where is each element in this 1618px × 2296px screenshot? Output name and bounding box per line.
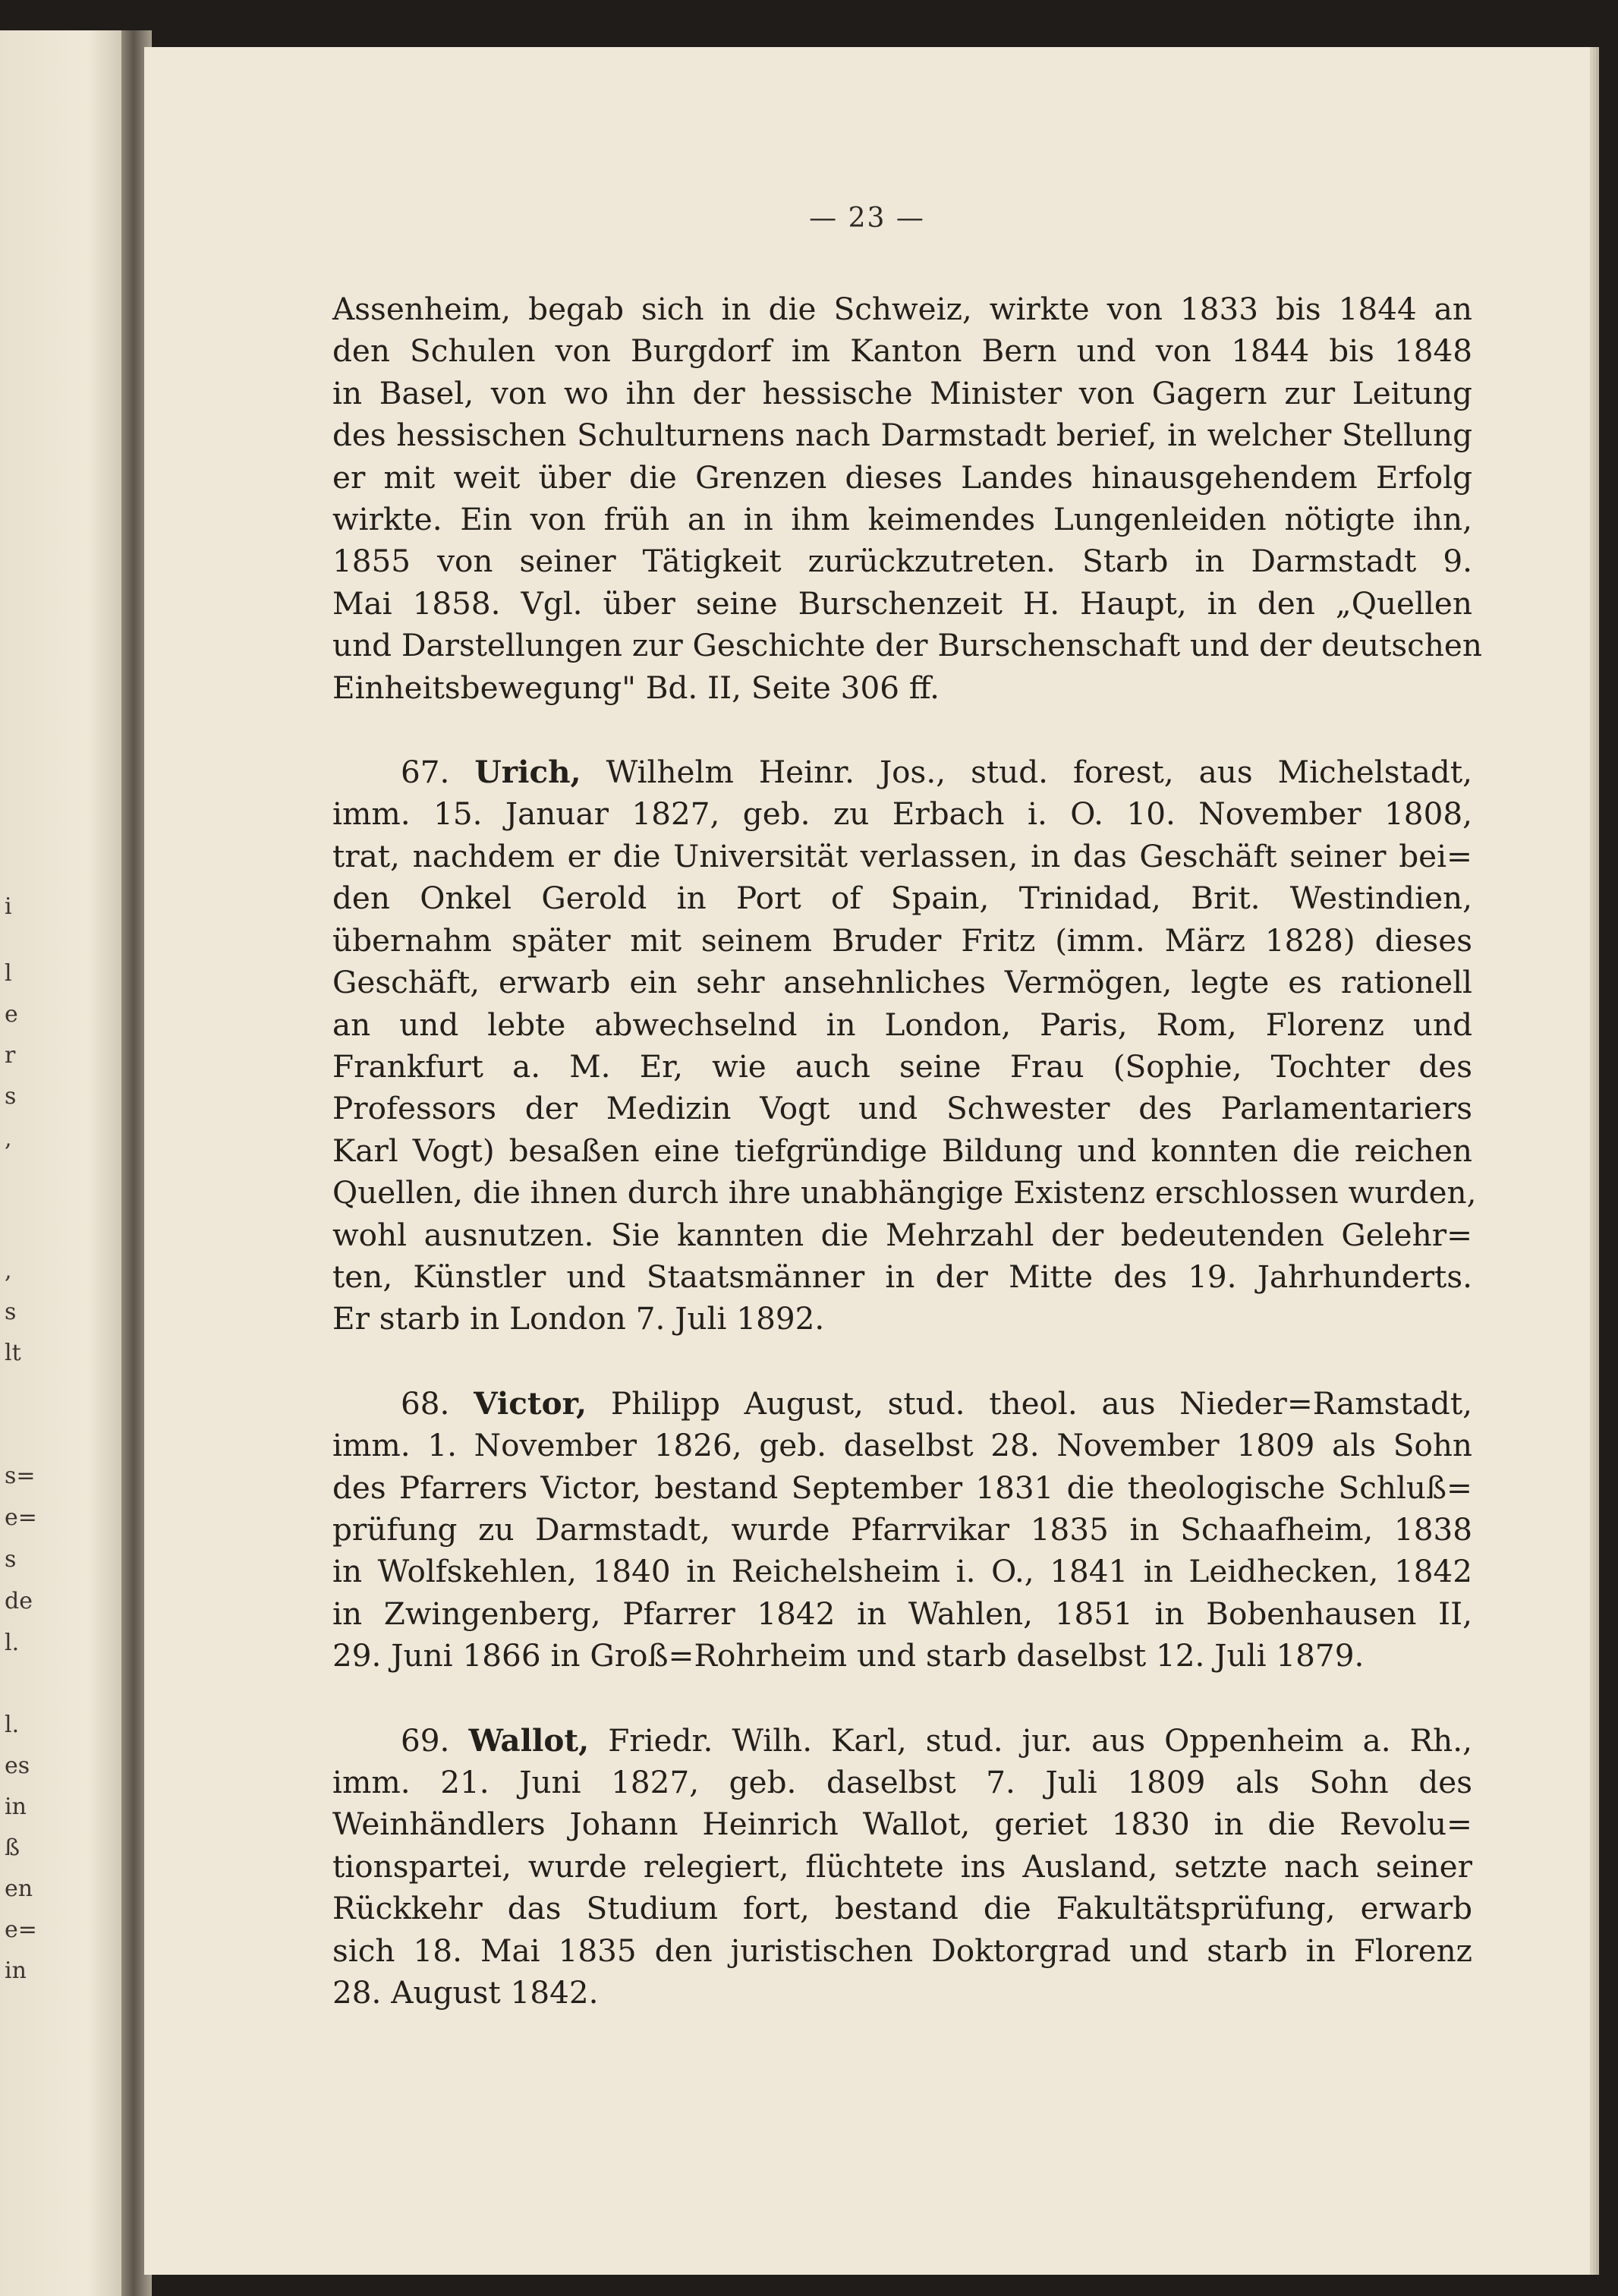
entry-name: Wallot, (468, 1721, 590, 1759)
text-line: in Basel, von wo ihn der hessische Minister von Gagern zur Leitung (332, 374, 1472, 411)
text-line: imm. 21. Juni 1827, geb. daselbst 7. Juli 1809 als Sohn des (332, 1764, 1472, 1800)
text-line: 1855 von seiner Tätigkeit zurückzutreten. Starb in Darmstadt 9. (332, 543, 1472, 580)
text-line: 28. August 1842. (332, 1974, 599, 2011)
text-line: an und lebte abwechselnd in London, Paris, Rom, Florenz und (332, 1006, 1472, 1043)
text-line: er mit weit über die Grenzen dieses Landes hinausgehendem Erfolg (332, 458, 1472, 496)
text-line: und Darstellungen zur Geschichte der Burschenschaft und der deutschen (332, 627, 1482, 664)
text-line: Er starb in London 7. Juli 1892. (332, 1300, 825, 1337)
text-line: imm. 1. November 1826, geb. daselbst 28. November 1809 als Sohn (332, 1427, 1472, 1464)
entry-heading-line (332, 1720, 1472, 1762)
margin-fragment: r (5, 1042, 16, 1069)
text-line: wirkte. Ein von früh an in ihm keimendes Lungenleiden nötigte ihn, (332, 501, 1472, 538)
entry-name: Urich, (474, 754, 581, 791)
text-line: Karl Vogt) besaßen eine tiefgründige Bildung und konnten die reichen (332, 1132, 1472, 1169)
entry-68 (332, 1383, 1472, 1677)
entry-heading-line (332, 751, 1472, 793)
text-line: Mai 1858. Vgl. über seine Burschenzeit H. Haupt, in den „Quellen (332, 584, 1472, 622)
text-line: 29. Juni 1866 in Groß=Rohrheim und starb daselbst 12. Juli 1879. (332, 1637, 1365, 1674)
margin-fragment: l. (5, 1712, 20, 1738)
margin-fragment: in (5, 1794, 27, 1820)
text-line: ten, Künstler und Staatsmänner in der Mitte des 19. Jahrhunderts. (332, 1258, 1472, 1295)
margin-fragment: i (5, 893, 12, 920)
text-line: übernahm später mit seinem Bruder Fritz (imm. März 1828) dieses (332, 921, 1472, 959)
text-line: prüfung zu Darmstadt, wurde Pfarrvikar 1835 in Schaafheim, 1838 (332, 1510, 1472, 1548)
text-line: des hessischen Schulturnens nach Darmstadt berief, in welcher Stellung (332, 417, 1472, 454)
margin-fragment: de (5, 1588, 33, 1614)
text-line: Weinhändlers Johann Heinrich Wallot, geriet 1830 in die Revolu= (332, 1806, 1472, 1843)
margin-fragment: s= (5, 1463, 36, 1489)
text-fragment: Friedr. Wilh. Karl, stud. jur. aus Oppenheim a. Rh., (608, 1721, 1473, 1759)
margin-fragment: e= (5, 1504, 37, 1531)
entry-number: 69. (401, 1721, 450, 1759)
margin-fragment: s (5, 1299, 17, 1325)
margin-fragment: lt (5, 1340, 21, 1366)
text-line: Rückkehr das Studium fort, bestand die Fakultätsprüfung, erwarb (332, 1890, 1472, 1927)
text-line: tionspartei, wurde relegiert, flüchtete ins Ausland, setzte nach seiner (332, 1847, 1472, 1885)
text-line: den Onkel Gerold in Port of Spain, Trinidad, Brit. Westindien, (332, 880, 1472, 917)
paragraph-continuation (332, 288, 1482, 709)
text-fragment: Philipp August, stud. theol. aus Nieder=Ramstadt, (610, 1384, 1473, 1422)
margin-fragment: , (5, 1258, 12, 1284)
text-line: in Zwingenberg, Pfarrer 1842 in Wahlen, 1851 in Bobenhausen II, (332, 1595, 1472, 1632)
text-line: Quellen, die ihnen durch ihre unabhängige Existenz erschlossen wurden, (332, 1174, 1477, 1211)
left-page-edge (0, 30, 125, 2296)
margin-fragment: es (5, 1753, 30, 1779)
entry-69 (332, 1720, 1472, 2014)
entry-number: 67. (401, 754, 450, 791)
margin-fragment: e= (5, 1916, 37, 1943)
margin-fragment: e (5, 1001, 18, 1028)
margin-fragment: in (5, 1957, 27, 1984)
text-line: den Schulen von Burgdorf im Kanton Bern und von 1844 bis 1848 (332, 332, 1472, 370)
margin-fragment: l (5, 960, 12, 987)
text-line: in Wolfskehlen, 1840 in Reichelsheim i. O., 1841 in Leidhecken, 1842 (332, 1553, 1472, 1590)
text-line: sich 18. Mai 1835 den juristischen Doktorgrad und starb in Florenz (332, 1932, 1472, 1969)
text-line: Professors der Medizin Vogt und Schwester des Parlamentariers (332, 1090, 1472, 1127)
text-fragment: Wilhelm Heinr. Jos., stud. forest, aus Michelstadt, (606, 754, 1472, 791)
text-line: trat, nachdem er die Universität verlassen, in das Geschäft seiner bei= (332, 837, 1472, 874)
margin-fragment: s (5, 1546, 17, 1573)
margin-fragment: , (5, 1126, 12, 1152)
margin-fragment: ß (5, 1835, 20, 1861)
entry-heading-line (332, 1383, 1472, 1425)
text-line: Frankfurt a. M. Er, wie auch seine Frau (Sophie, Tochter des (332, 1047, 1472, 1085)
text-line: wohl ausnutzen. Sie kannten die Mehrzahl der bedeutenden Gelehr= (332, 1216, 1472, 1253)
text-line: imm. 15. Januar 1827, geb. zu Erbach i. O. 10. November 1808, (332, 795, 1472, 833)
text-line: des Pfarrers Victor, bestand September 1831 die theologische Schluß= (332, 1469, 1472, 1506)
entry-name: Victor, (474, 1384, 587, 1422)
text-line: Assenheim, begab sich in die Schweiz, wirkte von 1833 bis 1844 an (332, 291, 1472, 327)
entry-number: 68. (401, 1384, 450, 1422)
text-line: Einheitsbewegung" Bd. II, Seite 306 ff. (332, 669, 940, 706)
text-line: Geschäft, erwarb ein sehr ansehnliches Vermögen, legte es rationell (332, 964, 1472, 1001)
book-page (144, 47, 1590, 2275)
entry-67 (332, 751, 1477, 1340)
margin-fragment: s (5, 1083, 17, 1110)
margin-fragment: l. (5, 1630, 20, 1656)
page-number: — 23 — (809, 203, 925, 234)
body-text (332, 288, 1482, 2014)
margin-fragment: en (5, 1876, 33, 1902)
